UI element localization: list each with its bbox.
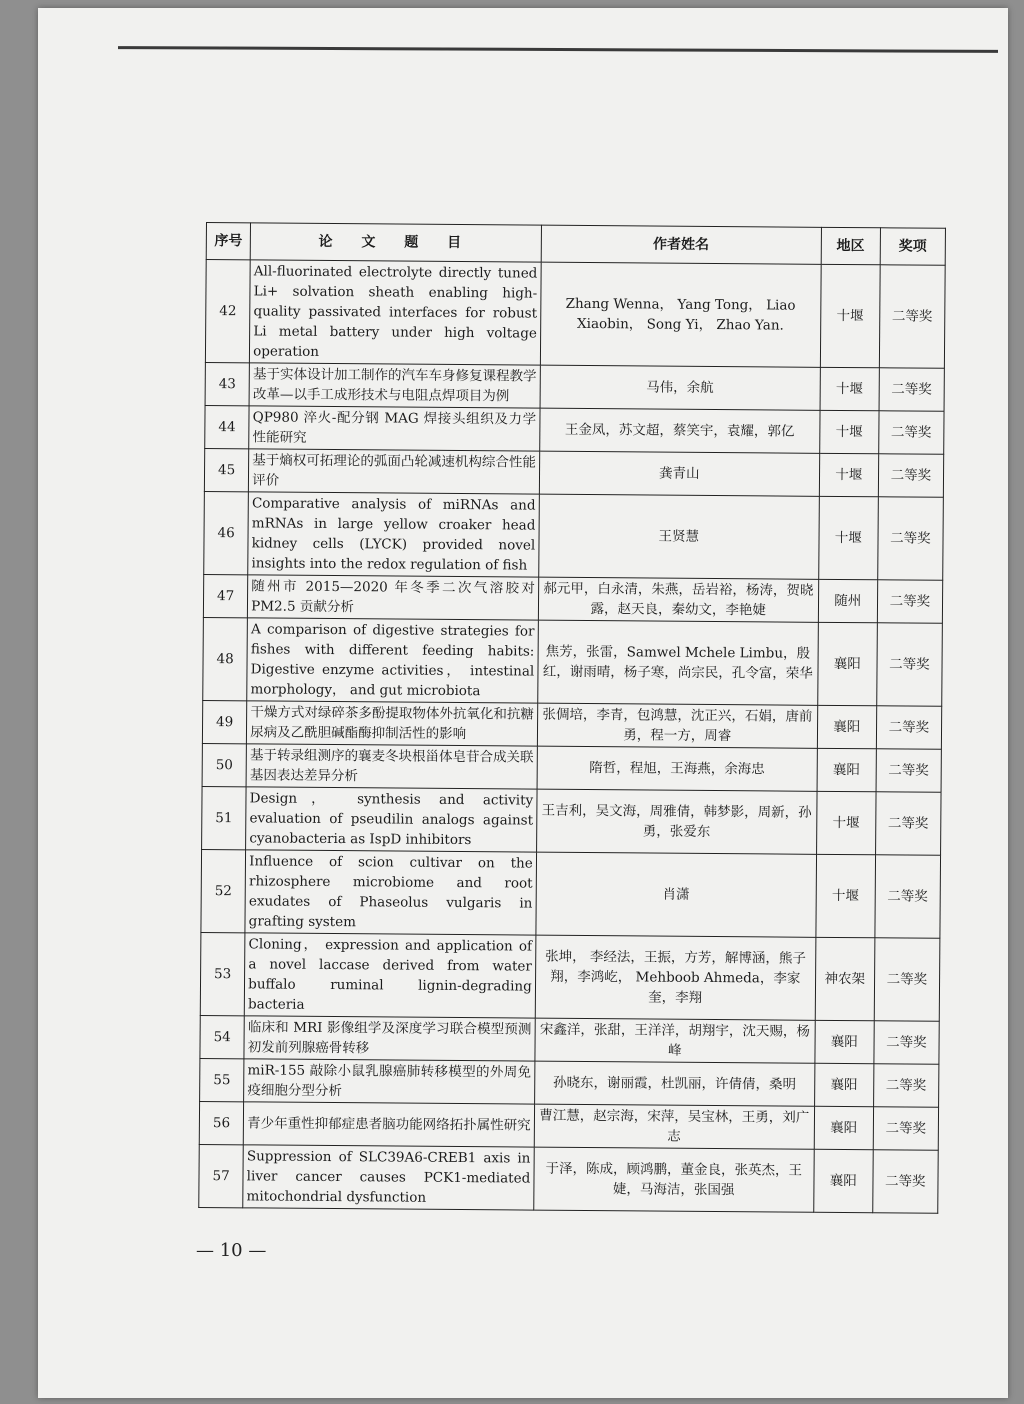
- region-cell: 十堰: [816, 791, 875, 854]
- header-region: 地区: [821, 227, 880, 264]
- paper-title: QP980 淬火-配分钢 MAG 焊接头组织及力学性能研究: [249, 406, 540, 451]
- author-names: 郝元甲，白永清，朱燕，岳岩裕，杨涛，贺晓露，赵天良，秦幼文，李艳婕: [538, 577, 818, 622]
- author-names: 肖潇: [536, 852, 817, 937]
- award-cell: 二等奖: [873, 1064, 939, 1108]
- author-names: 曹江慧，赵宗海，宋萍，吴宝林，王勇，刘广志: [534, 1104, 814, 1149]
- region-cell: 神农架: [815, 937, 875, 1020]
- row-number: 45: [204, 448, 249, 491]
- table-row: [202, 786, 941, 855]
- region-cell: 十堰: [818, 496, 878, 579]
- award-cell: 二等奖: [879, 368, 945, 412]
- region-cell: 襄阳: [817, 748, 876, 791]
- document-page: [38, 8, 1008, 1398]
- table-row: [203, 574, 942, 623]
- paper-title: 随州市 2015—2020 年冬季二次气溶胶对 PM2.5 贡献分析: [248, 575, 539, 620]
- author-names: 王贤慧: [538, 494, 819, 579]
- region-cell: 随州: [818, 579, 877, 622]
- author-names: 隋哲，程旭，王海燕，余海忠: [537, 746, 817, 791]
- region-cell: 十堰: [819, 453, 878, 496]
- award-table: [198, 222, 946, 1214]
- page-number: — 10 —: [196, 1240, 267, 1261]
- author-names: 王吉利，吴文海，周雅倩，韩梦影，周新，孙勇，张爱东: [536, 789, 817, 854]
- paper-title: miR-155 敲除小鼠乳腺癌肺转移模型的外周免疫细胞分型分析: [244, 1059, 535, 1104]
- award-cell: 二等奖: [873, 1107, 939, 1151]
- paper-title: All-fluorinated electrolyte directly tuned Li+ solvation sheath enabling high-quality passivated interfaces for robust Li metal battery under high voltage operation: [250, 260, 541, 365]
- row-number: 57: [199, 1144, 244, 1207]
- author-names: 宋鑫洋，张甜，王洋洋，胡翔宇，沈天赐，杨峰: [535, 1018, 815, 1063]
- table-row: [200, 1015, 939, 1064]
- author-names: 焦芳，张雷，Samwel Mchele Limbu，殷红，谢雨晴，杨子寒，尚宗民，孔令富，荣华: [537, 620, 818, 705]
- row-number: 56: [199, 1101, 244, 1144]
- header-title: 论 文 题 目: [250, 223, 541, 262]
- paper-title: Influence of scion cultivar on the rhizosphere microbiome and root exudates of Phaseolus vulgaris in grafting system: [245, 850, 536, 935]
- paper-title: 基于转录组测序的襄麦冬块根甾体皂苷合成关联基因表达差异分析: [246, 744, 537, 789]
- award-cell: 二等奖: [879, 265, 945, 369]
- region-cell: 十堰: [820, 264, 880, 367]
- author-names: 张倜培，李青，包鸿慧，沈正兴，石娟，唐前勇，程一方，周睿: [537, 703, 817, 748]
- award-cell: 二等奖: [876, 749, 942, 793]
- table-header-row: [206, 223, 945, 266]
- paper-title: Suppression of SLC39A6-CREB1 axis in liver cancer causes PCK1-mediated mitochondrial dysfunction: [243, 1145, 534, 1210]
- table-row: [199, 1101, 938, 1150]
- author-names: 马伟，余航: [540, 365, 820, 410]
- table-row: [204, 491, 944, 580]
- row-number: 44: [205, 405, 250, 448]
- header-authors: 作者姓名: [541, 225, 821, 264]
- row-number: 48: [203, 617, 248, 700]
- author-names: 王金凤，苏文超，蔡笑宇，袁耀，郭亿: [539, 408, 819, 453]
- paper-title: A comparison of digestive strategies for fishes with different feeding habits: Digestive enzyme activities， intestinal morphology， and gut microbiota: [247, 618, 538, 703]
- award-cell: 二等奖: [878, 454, 944, 498]
- author-names: 张坤， 李经法，王振，方芳，解博涵，熊子翔，李鸿屹， Mehboob Ahmeda，李家奎，李翔: [535, 935, 816, 1020]
- region-cell: 襄阳: [815, 1020, 874, 1063]
- table-row: [202, 743, 941, 792]
- region-cell: 襄阳: [817, 622, 877, 705]
- paper-title: 基于熵权可拓理论的弧面凸轮减速机构综合性能评价: [249, 449, 540, 494]
- award-cell: 二等奖: [875, 792, 941, 856]
- region-cell: 襄阳: [817, 705, 876, 748]
- row-number: 55: [200, 1058, 245, 1101]
- author-names: 孙晓东，谢丽霞，杜凯丽，许倩倩，桑明: [534, 1061, 814, 1106]
- region-cell: 十堰: [816, 854, 876, 937]
- author-names: 龚青山: [539, 451, 819, 496]
- region-cell: 襄阳: [814, 1063, 873, 1106]
- region-cell: 襄阳: [814, 1149, 873, 1212]
- award-cell: 二等奖: [876, 623, 942, 707]
- table-row: [205, 362, 944, 411]
- table-row: [199, 1144, 938, 1213]
- author-names: Zhang Wenna， Yang Tong， Liao Xiaobin， Song Yi， Zhao Yan.: [540, 262, 821, 367]
- row-number: 47: [203, 574, 248, 617]
- row-number: 42: [205, 260, 250, 363]
- table-row: [200, 1058, 939, 1107]
- region-cell: 十堰: [819, 410, 878, 453]
- table-row: [204, 448, 943, 497]
- row-number: 54: [200, 1015, 245, 1058]
- author-names: 于泽，陈成，顾鸿鹏，董金良，张英杰，王婕，马海洁，张国强: [533, 1147, 814, 1212]
- paper-title: Cloning， expression and application of a novel laccase derived from water buffalo ruminal lignin-degrading bacteria: [244, 933, 535, 1018]
- table-row: [200, 932, 940, 1021]
- award-cell: 二等奖: [877, 580, 943, 624]
- region-cell: 襄阳: [814, 1106, 873, 1149]
- table-row: [202, 700, 941, 749]
- header-rule: [118, 46, 998, 53]
- paper-title: 干燥方式对绿碎茶多酚提取物体外抗氧化和抗糖尿病及乙酰胆碱酯酶抑制活性的影响: [247, 701, 538, 746]
- row-number: 53: [200, 932, 245, 1015]
- table-row: [201, 849, 941, 938]
- paper-title: 青少年重性抑郁症患者脑功能网络拓扑属性研究: [243, 1102, 534, 1147]
- paper-title: Comparative analysis of miRNAs and mRNAs in large yellow croaker head kidney cells (LYCK) provided novel insights into the redox regulation of fish: [248, 492, 539, 577]
- row-number: 50: [202, 743, 247, 786]
- paper-title: 基于实体设计加工制作的汽车车身修复课程教学改革—以手工成形技术与电阻点焊项目为例: [249, 363, 540, 408]
- award-cell: 二等奖: [878, 411, 944, 455]
- paper-title: Design， synthesis and activity evaluation of pseudilin analogs against cyanobacteria as IspD inhibitors: [246, 787, 537, 852]
- header-award: 奖项: [880, 228, 946, 266]
- row-number: 43: [205, 362, 250, 405]
- header-num: 序号: [206, 223, 250, 260]
- row-number: 52: [201, 849, 246, 932]
- table-row: [205, 405, 944, 454]
- table-row: [205, 260, 945, 369]
- award-cell: 二等奖: [872, 1150, 938, 1214]
- award-cell: 二等奖: [875, 855, 941, 939]
- row-number: 46: [204, 491, 249, 574]
- region-cell: 十堰: [820, 367, 879, 410]
- paper-title: 临床和 MRI 影像组学及深度学习联合模型预测初发前列腺癌骨转移: [244, 1016, 535, 1061]
- row-number: 51: [202, 786, 247, 849]
- row-number: 49: [202, 700, 247, 743]
- award-cell: 二等奖: [877, 497, 943, 581]
- award-cell: 二等奖: [874, 938, 940, 1022]
- award-cell: 二等奖: [876, 706, 942, 750]
- table-row: [203, 617, 943, 706]
- award-cell: 二等奖: [874, 1021, 940, 1065]
